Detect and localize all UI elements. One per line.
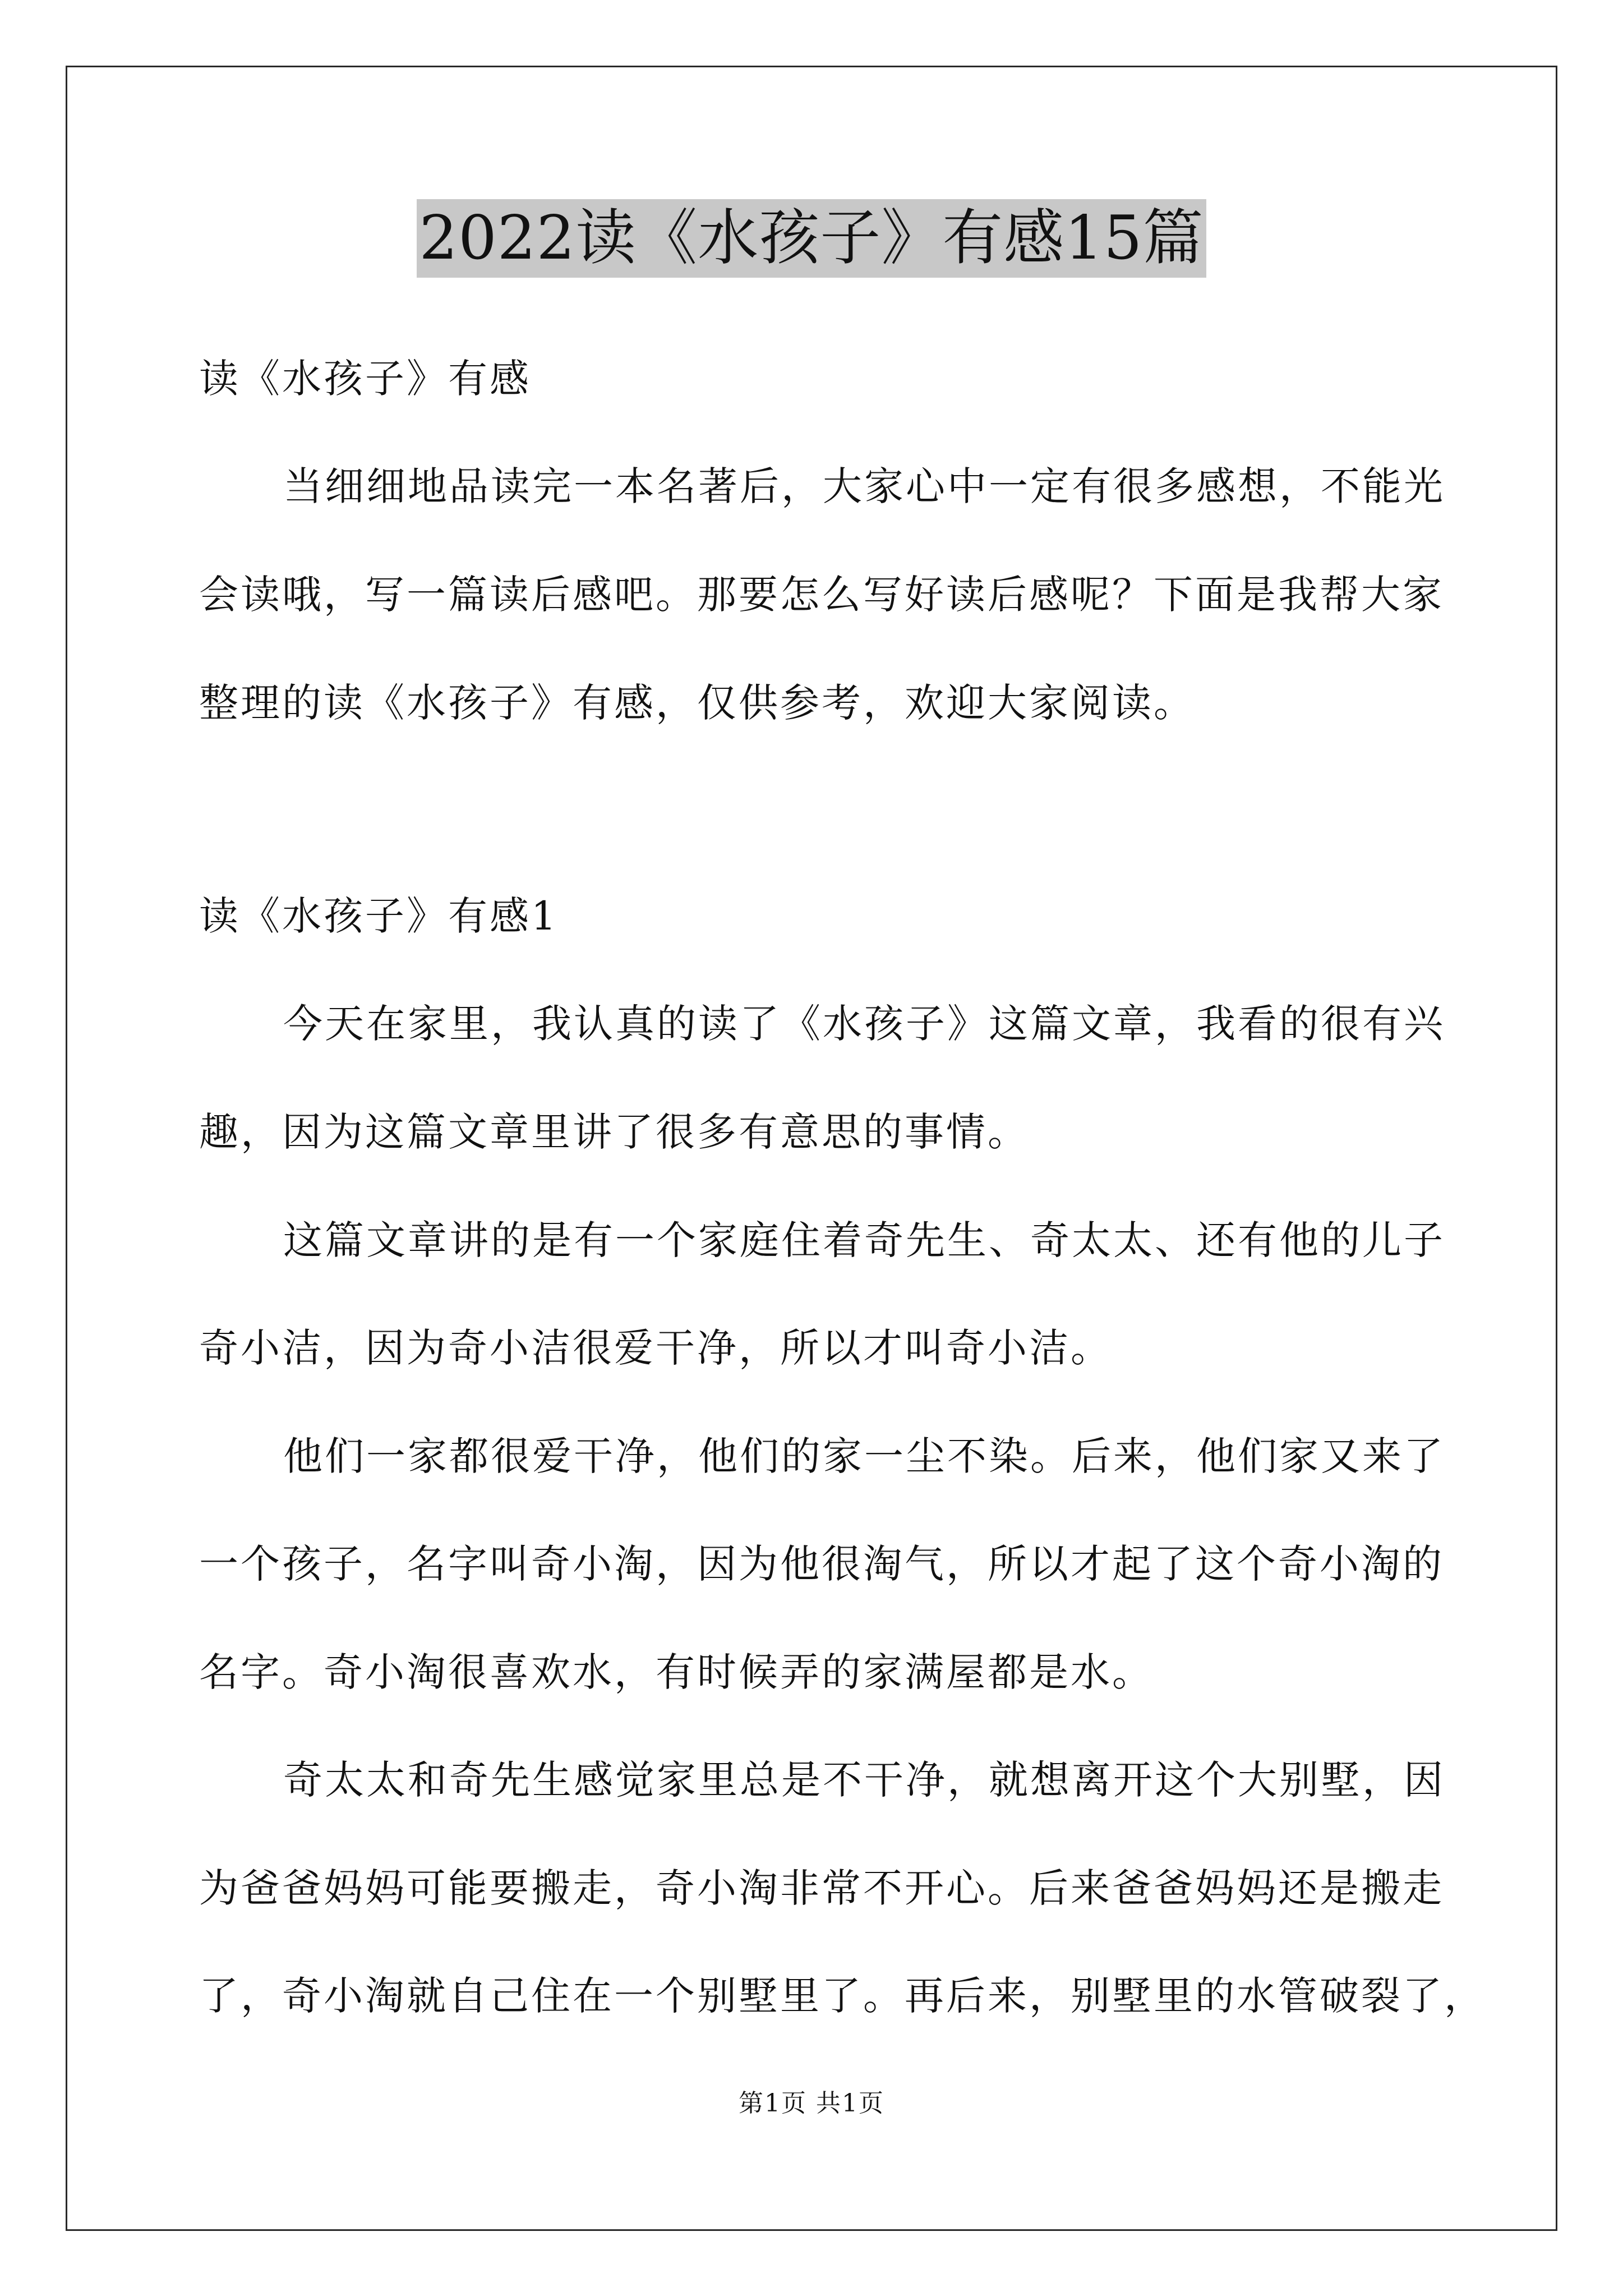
paragraph-line: 当细细地品读完一本名著后，大家心中一定有很多感想，不能光 — [283, 463, 1445, 509]
paragraph-line: 他们一家都很爱干净，他们的家一尘不染。后来，他们家又来了 — [283, 1433, 1445, 1479]
paragraph-line: 名字。奇小淘很喜欢水，有时候弄的家满屋都是水。 — [199, 1649, 1154, 1695]
paragraph-line: 这篇文章讲的是有一个家庭住着奇先生、奇太太、还有他的儿子 — [283, 1217, 1445, 1263]
paragraph-line: 今天在家里，我认真的读了《水孩子》这篇文章，我看的很有兴 — [283, 1001, 1445, 1047]
paragraph-line: 趣，因为这篇文章里讲了很多有意思的事情。 — [199, 1109, 1029, 1155]
paragraph-line: 奇太太和奇先生感觉家里总是不干净，就想离开这个大别墅，因 — [283, 1757, 1445, 1803]
paragraph-line: 了，奇小淘就自己住在一个别墅里了。再后来，别墅里的水管破裂了， — [199, 1973, 1486, 2019]
page-footer: 第1页 共1页 — [739, 2089, 884, 2118]
paragraph-line: 会读哦，写一篇读后感吧。那要怎么写好读后感呢？下面是我帮大家 — [199, 572, 1444, 618]
paragraph-line: 整理的读《水孩子》有感，仅供参考，欢迎大家阅读。 — [199, 680, 1195, 726]
title-container — [0, 199, 1623, 278]
document-title: 2022读《水孩子》有感15篇 — [417, 199, 1206, 278]
paragraph-line: 为爸爸妈妈可能要搬走，奇小淘非常不开心。后来爸爸妈妈还是搬走 — [199, 1865, 1444, 1911]
section-heading-intro: 读《水孩子》有感 — [199, 356, 531, 402]
section-heading-1: 读《水孩子》有感1 — [199, 893, 559, 939]
paragraph-line: 一个孩子，名字叫奇小淘，因为他很淘气，所以才起了这个奇小淘的 — [199, 1541, 1444, 1587]
paragraph-line: 奇小洁，因为奇小洁很爱干净，所以才叫奇小洁。 — [199, 1325, 1112, 1371]
